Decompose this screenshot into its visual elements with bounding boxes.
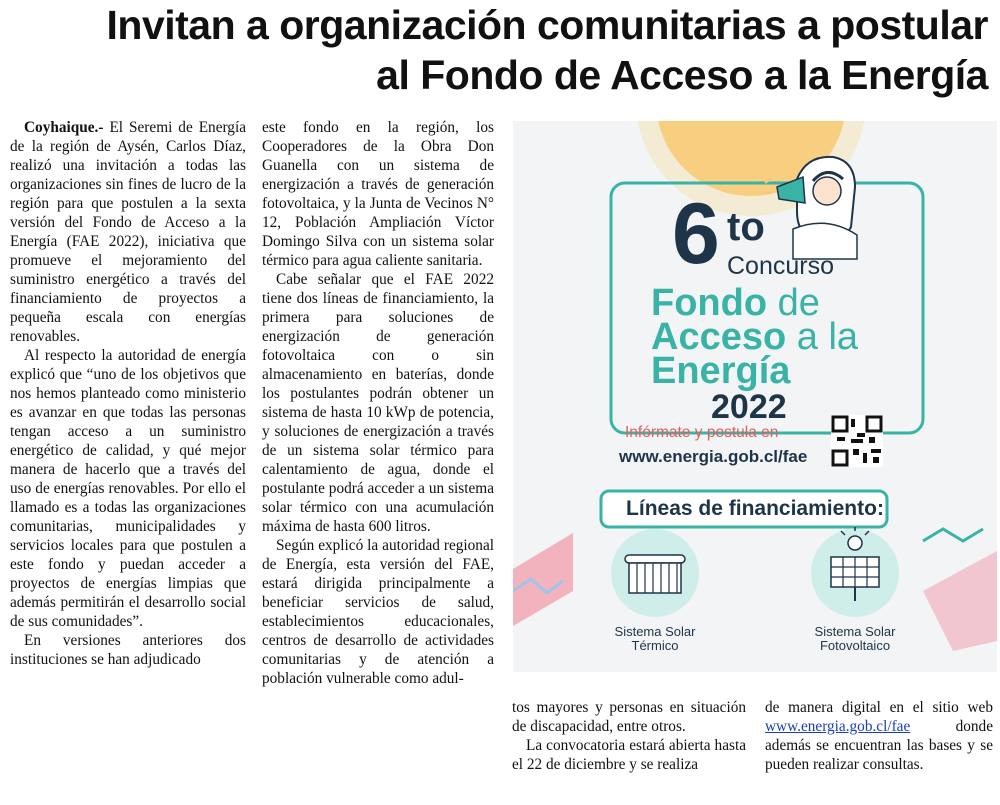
article-paragraph: En versiones anteriores dos instituciones se han adjudicado xyxy=(10,632,246,668)
article-column-1 xyxy=(10,118,246,669)
poster-title-word: Fondo xyxy=(651,282,768,324)
solar-pv-panel-icon xyxy=(811,527,899,617)
poster-title-line-3: Energía xyxy=(651,350,791,392)
article-paragraph: este fondo en la región, los Cooperadores de la Obra Don Guanella con un sistema de energización a través de generación fotovoltaica, y la Junta de Vecinos N° 12, Población Ampliación Víctor Domingo Silva con un sistema solar térmico para agua caliente sanitaria. xyxy=(262,119,494,269)
poster-title-word: a la xyxy=(786,316,859,358)
poster-ordinal-suffix: to xyxy=(727,205,765,249)
poster-info-text: Infórmate y postula en xyxy=(625,424,779,441)
article-column-2 xyxy=(262,118,494,688)
poster-option-thermal-label: Sistema Solar Térmico xyxy=(614,624,696,653)
poster-year: 2022 xyxy=(711,388,787,426)
paragraph-text: El Seremi de Energía de la región de Aysén, Carlos Díaz, realizó una invitación a todas las organizaciones sin fines de lucro de la región para que postulen a la sexta versión del Fondo de Acceso a la Energía (FAE 2022), iniciativa que promueve el mejoramiento del suministro energético a través del financiamiento de proyectos a pequeña escala con energías renovables. xyxy=(10,119,246,345)
poster-lineas-heading: Líneas de financiamiento: xyxy=(626,497,884,520)
qr-code-icon xyxy=(831,415,883,467)
headline-line-1: Invitan a organización comunitarias a postular xyxy=(106,2,988,48)
article-column-3 xyxy=(512,698,746,774)
article-paragraph xyxy=(765,698,993,774)
sun-icon xyxy=(848,536,862,550)
poster-contest-number: 6 xyxy=(672,186,720,282)
article-paragraph: Según explicó la autoridad regional de Energía, esta versión del FAE, estará dirigida principalmente a beneficiar servicios de salud, establecimientos educacionales, centros de desarrollo de actividades comunitarias y de atención a población vulnerable como adul- xyxy=(262,537,494,687)
poster-concurso: Concurso xyxy=(727,252,834,280)
poster-title-word: de xyxy=(767,282,820,324)
article-paragraph xyxy=(10,118,246,346)
article-column-4 xyxy=(765,698,993,774)
paragraph-text: donde además se encuentran las bases y se pueden realizar consultas. xyxy=(765,718,993,773)
fae-poster-image xyxy=(513,121,997,672)
headline xyxy=(0,0,988,100)
article-paragraph: Al respecto la autoridad de energía explicó que “uno de los objetivos que nos hemos planteado como ministerio es avanzar en que todas las personas tengan acceso a un suministro energético de calidad, y qué mejor manera de hacerlo que a través del uso de energías renovables. Por ello el llamado es a todas las organizaciones comunitarias, municipalidades y servicios locales para que postulen a este fondo y puedan acceder a proyectos de energías limpias que además permitirán el desarrollo social de sus comunidades”. xyxy=(10,347,246,630)
article-paragraph: La convocatoria estará abierta hasta el 22 de diciembre y se realiza xyxy=(512,737,746,773)
article-paragraph: Cabe señalar que el FAE 2022 tiene dos líneas de financiamiento, la primera para soluciones de energización de generación fotovoltaica con o sin almacenamiento en baterías, donde los postulantes podrán obtener un sistema de hasta 10 kWp de potencia, y soluciones de energización a través de un sistema solar térmico para calentamiento de agua, donde el postulante podrá acceder a un sistema solar térmico con una acumulación máxima de hasta 600 litros. xyxy=(262,271,494,535)
solar-thermal-panel-icon xyxy=(611,529,699,617)
article-paragraph: tos mayores y personas en situación de discapacidad, entre otros. xyxy=(512,699,746,735)
headline-line-2: al Fondo de Acceso a la Energía xyxy=(376,52,988,98)
paragraph-text: de manera digital en el sitio web xyxy=(765,699,993,716)
poster-title-word: Acceso xyxy=(651,316,787,358)
poster-website: www.energia.gob.cl/fae xyxy=(619,447,808,466)
poster-option-pv-label: Sistema Solar Fotovoltaico xyxy=(814,624,896,653)
dateline: Coyhaique.- xyxy=(24,119,104,136)
website-link[interactable]: www.energia.gob.cl/fae xyxy=(765,718,911,735)
